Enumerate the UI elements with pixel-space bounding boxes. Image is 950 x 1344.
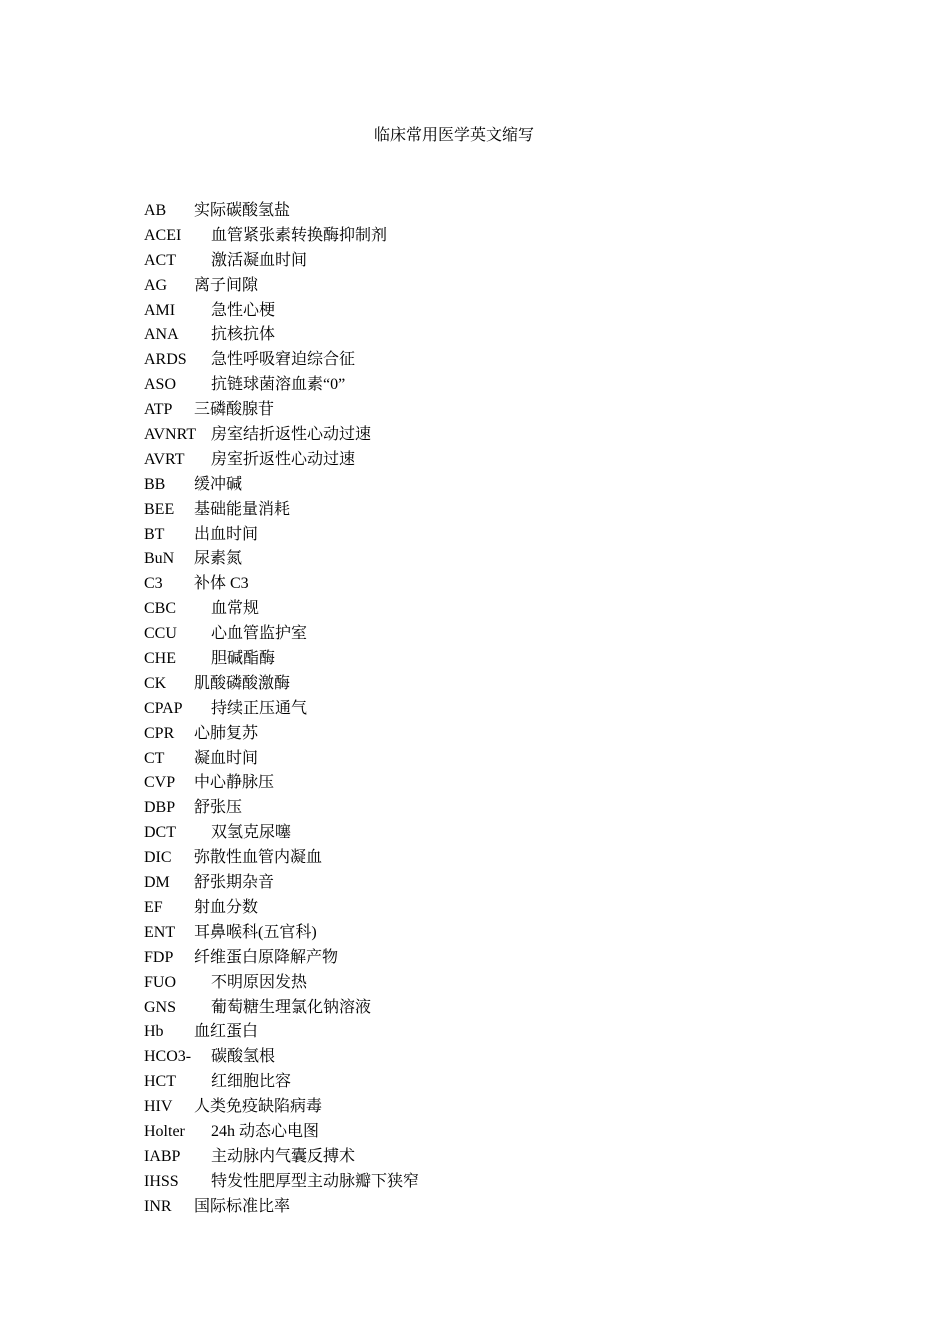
list-item bbox=[144, 1021, 844, 1046]
list-item bbox=[144, 275, 844, 300]
abbreviation-meaning: 射血分数 bbox=[194, 898, 259, 916]
list-item bbox=[144, 922, 844, 947]
list-item bbox=[144, 524, 844, 549]
abbreviation-meaning: 三磷酸腺苷 bbox=[194, 401, 275, 419]
abbreviation-meaning: 急性呼吸窘迫综合征 bbox=[211, 351, 356, 369]
abbreviation: ENT bbox=[144, 923, 176, 941]
list-item bbox=[144, 897, 844, 922]
abbreviation: INR bbox=[144, 1197, 172, 1215]
abbreviation: EF bbox=[144, 898, 163, 916]
abbreviation-meaning: 房室结折返性心动过速 bbox=[211, 426, 372, 444]
list-item bbox=[144, 1046, 844, 1071]
abbreviation-meaning: 激活凝血时间 bbox=[211, 251, 308, 269]
abbreviation-meaning: 基础能量消耗 bbox=[194, 500, 291, 518]
list-item bbox=[144, 200, 844, 225]
abbreviation: IHSS bbox=[144, 1172, 179, 1190]
list-item bbox=[144, 947, 844, 972]
abbreviation: FDP bbox=[144, 948, 174, 966]
abbreviation: FUO bbox=[144, 973, 177, 991]
abbreviation-meaning: 补体 C3 bbox=[194, 575, 249, 593]
abbreviation: AVNRT bbox=[144, 426, 197, 444]
list-item bbox=[144, 872, 844, 897]
list-item bbox=[144, 1121, 844, 1146]
list-item bbox=[144, 772, 844, 797]
abbreviation: CK bbox=[144, 674, 167, 692]
list-item bbox=[144, 847, 844, 872]
abbreviation: DIC bbox=[144, 849, 172, 867]
abbreviation: BB bbox=[144, 475, 166, 493]
abbreviation-meaning: 耳鼻喉科(五官科) bbox=[194, 923, 317, 941]
list-item bbox=[144, 399, 844, 424]
abbreviation: CPR bbox=[144, 724, 175, 742]
abbreviation-meaning: 抗链球菌溶血素“0” bbox=[211, 376, 346, 394]
list-item bbox=[144, 1196, 844, 1221]
list-item bbox=[144, 474, 844, 499]
list-item bbox=[144, 1171, 844, 1196]
abbreviation-meaning: 胆碱酯酶 bbox=[211, 650, 276, 668]
list-item bbox=[144, 648, 844, 673]
abbreviation: AG bbox=[144, 276, 168, 294]
abbreviation: AVRT bbox=[144, 450, 185, 468]
list-item bbox=[144, 573, 844, 598]
abbreviation: ANA bbox=[144, 326, 179, 344]
abbreviation-meaning: 血常规 bbox=[211, 600, 260, 618]
abbreviation: CBC bbox=[144, 600, 177, 618]
abbreviation-meaning: 碳酸氢根 bbox=[211, 1048, 276, 1066]
abbreviation: C3 bbox=[144, 575, 163, 593]
abbreviation: HCT bbox=[144, 1073, 176, 1091]
abbreviation-meaning: 中心静脉压 bbox=[194, 774, 275, 792]
list-item bbox=[144, 324, 844, 349]
list-item bbox=[144, 723, 844, 748]
abbreviation: BT bbox=[144, 525, 165, 543]
abbreviation-meaning: 人类免疫缺陷病毒 bbox=[194, 1098, 323, 1116]
abbreviation: ARDS bbox=[144, 351, 187, 369]
abbreviation: CT bbox=[144, 749, 165, 767]
abbreviation-meaning: 葡萄糖生理氯化钠溶液 bbox=[211, 998, 372, 1016]
abbreviation-meaning: 缓冲碱 bbox=[194, 475, 243, 493]
list-item bbox=[144, 1146, 844, 1171]
list-item bbox=[144, 797, 844, 822]
abbreviation: CVP bbox=[144, 774, 176, 792]
abbreviation-meaning: 心肺复苏 bbox=[194, 724, 259, 742]
list-item bbox=[144, 698, 844, 723]
abbreviation-meaning: 肌酸磷酸激酶 bbox=[194, 674, 291, 692]
abbreviation: DCT bbox=[144, 824, 176, 842]
abbreviation-meaning: 弥散性血管内凝血 bbox=[194, 849, 323, 867]
abbreviation-meaning: 抗核抗体 bbox=[211, 326, 276, 344]
list-item bbox=[144, 250, 844, 275]
abbreviation: ACEI bbox=[144, 226, 182, 244]
abbreviation: IABP bbox=[144, 1147, 181, 1165]
abbreviation-meaning: 血管紧张素转换酶抑制剂 bbox=[211, 226, 388, 244]
abbreviation-meaning: 特发性肥厚型主动脉瓣下狭窄 bbox=[211, 1172, 420, 1190]
abbreviation: DM bbox=[144, 874, 170, 892]
list-item bbox=[144, 748, 844, 773]
abbreviation-meaning: 双氢克尿噻 bbox=[211, 824, 292, 842]
abbreviation: DBP bbox=[144, 799, 176, 817]
abbreviation-meaning: 24h 动态心电图 bbox=[211, 1122, 320, 1140]
abbreviation-meaning: 房室折返性心动过速 bbox=[211, 450, 356, 468]
document-title: 临床常用医学英文缩写 bbox=[373, 127, 534, 144]
list-item bbox=[144, 225, 844, 250]
abbreviation: ATP bbox=[144, 401, 173, 419]
abbreviation: AMI bbox=[144, 301, 176, 319]
abbreviation-meaning: 红细胞比容 bbox=[211, 1073, 292, 1091]
abbreviation: BEE bbox=[144, 500, 175, 518]
abbreviation-meaning: 离子间隙 bbox=[194, 276, 259, 294]
abbreviation: ASO bbox=[144, 376, 177, 394]
list-item bbox=[144, 598, 844, 623]
abbreviation-meaning: 出血时间 bbox=[194, 525, 259, 543]
abbreviation: HCO3- bbox=[144, 1048, 192, 1066]
list-item bbox=[144, 300, 844, 325]
list-item bbox=[144, 374, 844, 399]
list-item bbox=[144, 997, 844, 1022]
abbreviation: Hb bbox=[144, 1023, 164, 1041]
abbreviation: ACT bbox=[144, 251, 176, 269]
abbreviation-meaning: 舒张压 bbox=[194, 799, 243, 817]
abbreviation: GNS bbox=[144, 998, 177, 1016]
abbreviation: CHE bbox=[144, 650, 176, 668]
list-item bbox=[144, 623, 844, 648]
abbreviation-meaning: 不明原因发热 bbox=[211, 973, 308, 991]
abbreviation-meaning: 纤维蛋白原降解产物 bbox=[194, 948, 339, 966]
abbreviation: Holter bbox=[144, 1122, 185, 1140]
abbreviation: HIV bbox=[144, 1098, 173, 1116]
abbreviation-meaning: 心血管监护室 bbox=[211, 625, 308, 643]
abbreviation-meaning: 尿素氮 bbox=[194, 550, 243, 568]
list-item bbox=[144, 449, 844, 474]
list-item bbox=[144, 673, 844, 698]
abbreviation-meaning: 国际标准比率 bbox=[194, 1197, 291, 1215]
abbreviation-list bbox=[144, 200, 844, 1221]
list-item bbox=[144, 1096, 844, 1121]
list-item bbox=[144, 349, 844, 374]
list-item bbox=[144, 972, 844, 997]
abbreviation: CCU bbox=[144, 625, 177, 643]
list-item bbox=[144, 1071, 844, 1096]
list-item bbox=[144, 499, 844, 524]
abbreviation-meaning: 舒张期杂音 bbox=[194, 874, 275, 892]
list-item bbox=[144, 424, 844, 449]
list-item bbox=[144, 822, 844, 847]
abbreviation-meaning: 凝血时间 bbox=[194, 749, 259, 767]
abbreviation: CPAP bbox=[144, 699, 183, 717]
abbreviation-meaning: 持续正压通气 bbox=[211, 699, 308, 717]
abbreviation-meaning: 血红蛋白 bbox=[194, 1023, 259, 1041]
list-item bbox=[144, 548, 844, 573]
abbreviation-meaning: 主动脉内气囊反搏术 bbox=[211, 1147, 356, 1165]
abbreviation-meaning: 急性心梗 bbox=[211, 301, 276, 319]
abbreviation: BuN bbox=[144, 550, 175, 568]
abbreviation: AB bbox=[144, 202, 167, 219]
abbreviation-meaning: 实际碳酸氢盐 bbox=[194, 202, 291, 219]
